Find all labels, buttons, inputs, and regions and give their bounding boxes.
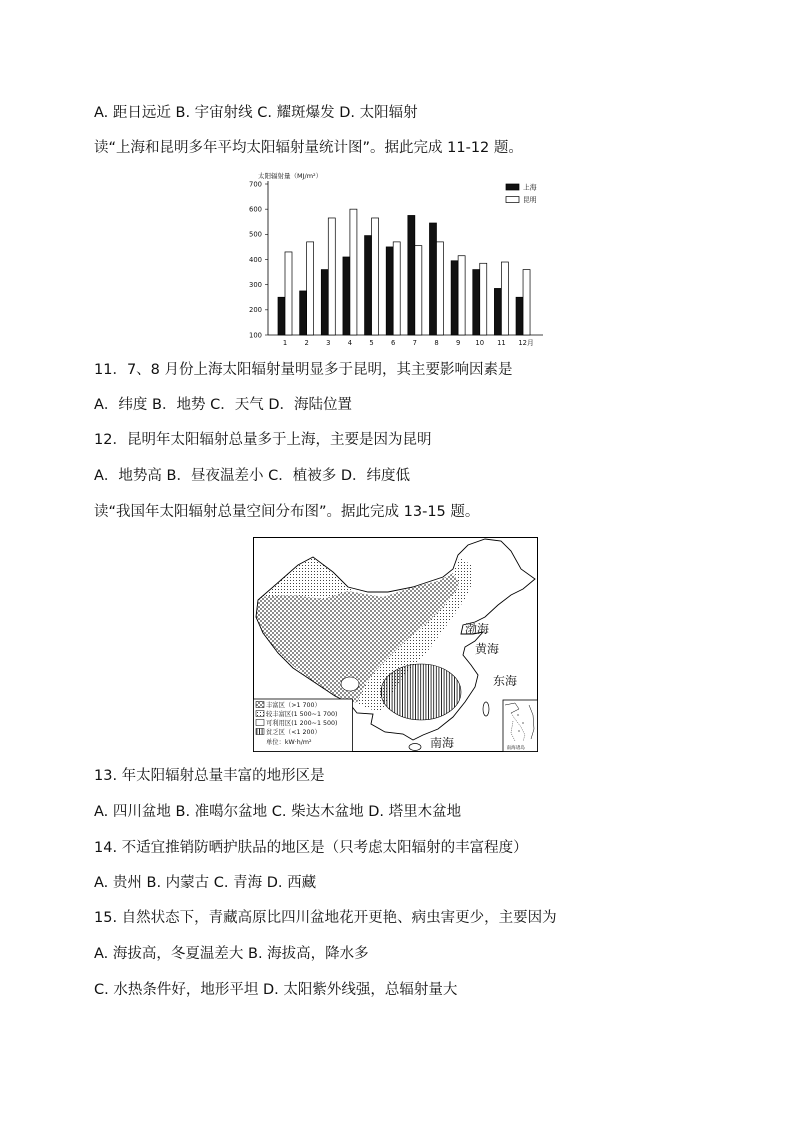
intro-11-12: 读“上海和昆明多年平均太阳辐射量统计图”。据此完成 11-12 题。 [94, 140, 523, 156]
bar-kunming-1 [285, 252, 292, 335]
radiation-bar-chart [240, 168, 550, 353]
bar-shanghai-2 [300, 291, 307, 335]
legend-unit: 单位：kW·h/m² [266, 739, 312, 746]
x-tick-label: 10 [475, 339, 485, 347]
legend-label-rich: 丰富区（>1 700） [266, 702, 321, 709]
taiwan-island [483, 702, 489, 716]
sea-label-huanghai: 黄海 [475, 642, 500, 656]
question-11: 11．7、8 月份上海太阳辐射量明显多于昆明，其主要影响因素是 [94, 362, 513, 378]
y-tick-label: 300 [249, 281, 262, 290]
q10-options: A. 距日远近 B. 宇宙射线 C. 耀斑爆发 D. 太阳辐射 [94, 105, 418, 121]
legend-label-shanghai: 上海 [523, 183, 537, 192]
bar-kunming-11 [501, 262, 508, 335]
y-tick-label: 600 [249, 205, 262, 214]
question-15-options-ab: A. 海拔高，冬夏温差大 B. 海拔高，降水多 [94, 946, 369, 962]
bar-shanghai-12 [516, 297, 523, 335]
y-tick-label: 100 [249, 331, 262, 340]
y-axis-label: 太阳辐射量（MJ/m²） [258, 172, 323, 180]
region-poor-sichuan [381, 664, 461, 720]
bar-shanghai-7 [408, 215, 415, 335]
sea-label-bohai: 渤海 [465, 622, 490, 636]
bar-shanghai-9 [451, 261, 458, 335]
bar-kunming-4 [350, 209, 357, 335]
south-china-sea-inset [503, 700, 538, 752]
question-12-options: A．地势高 B．昼夜温差小 C．植被多 D．纬度低 [94, 468, 410, 484]
bar-kunming-7 [415, 246, 422, 335]
x-tick-label: 9 [455, 339, 461, 347]
legend-swatch-rich [256, 702, 264, 708]
y-tick-label: 500 [249, 230, 262, 239]
legend-swatch-fairly-rich [256, 711, 264, 717]
bar-shanghai-1 [278, 297, 285, 335]
question-15-options-cd: C. 水热条件好，地形平坦 D. 太阳紫外线强，总辐射量大 [94, 982, 458, 998]
bar-shanghai-8 [429, 223, 436, 335]
legend-label-usable: 可利用区(1 200~1 500) [266, 720, 338, 727]
question-13-options: A. 四川盆地 B. 准噶尔盆地 C. 柴达木盆地 D. 塔里木盆地 [94, 804, 462, 820]
x-tick-label: 6 [391, 339, 396, 347]
question-12: 12．昆明年太阳辐射总量多于上海，主要是因为昆明 [94, 432, 432, 448]
map-legend [254, 699, 353, 752]
y-tick-label: 400 [249, 255, 262, 264]
bar-kunming-3 [328, 218, 335, 335]
question-14: 14. 不适宜推销防晒护肤品的地区是（只考虑太阳辐射的丰富程度） [94, 840, 528, 856]
inset-caption: 南海诸岛 [506, 746, 525, 751]
legend-label-poor: 贫乏区（<1 200） [266, 729, 321, 736]
bar-shanghai-6 [386, 247, 393, 335]
bar-kunming-2 [307, 242, 314, 335]
bar-kunming-9 [458, 256, 465, 335]
question-15: 15. 自然状态下，青藏高原比四川盆地花开更艳、病虫害更少，主要因为 [94, 910, 557, 926]
x-tick-label: 2 [304, 339, 309, 347]
hainan-island [409, 744, 421, 751]
y-tick-label: 700 [249, 180, 262, 189]
china-radiation-map [253, 537, 538, 752]
bar-kunming-10 [480, 263, 487, 335]
y-tick-label: 200 [249, 306, 262, 315]
bar-kunming-12 [523, 270, 530, 335]
sea-label-donghai: 东海 [493, 674, 518, 688]
bar-kunming-6 [393, 242, 400, 335]
x-tick-label: 1 [282, 339, 288, 347]
x-tick-label: 3 [326, 339, 331, 347]
x-tick-label: 5 [369, 339, 374, 347]
bar-shanghai-3 [321, 270, 328, 335]
x-tick-label: 11 [497, 339, 506, 347]
bar-shanghai-5 [365, 236, 372, 335]
region-usable-pocket [341, 677, 359, 691]
intro-13-15: 读“我国年太阳辐射总量空间分布图”。据此完成 13-15 题。 [94, 504, 480, 520]
legend-swatch-kunming [506, 197, 519, 203]
question-13: 13. 年太阳辐射总量丰富的地形区是 [94, 768, 325, 784]
x-tick-label: 4 [347, 339, 353, 347]
bar-shanghai-10 [473, 270, 480, 335]
legend-label-kunming: 昆明 [523, 196, 537, 204]
legend-label-fairly-rich: 较丰富区(1 500~1 700) [266, 711, 338, 718]
x-tick-label: 7 [412, 339, 418, 347]
bar-kunming-5 [372, 218, 379, 335]
legend-swatch-usable [256, 720, 264, 726]
sea-label-nanhai: 南海 [430, 736, 455, 750]
legend-swatch-shanghai [506, 184, 519, 190]
question-14-options: A. 贵州 B. 内蒙古 C. 青海 D. 西藏 [94, 875, 317, 891]
bar-shanghai-4 [343, 257, 350, 335]
x-tick-label: 8 [434, 339, 439, 347]
bar-shanghai-11 [494, 288, 501, 335]
legend-swatch-poor [256, 729, 264, 735]
bar-kunming-8 [436, 242, 443, 335]
x-tick-label: 12月 [518, 339, 534, 347]
question-11-options: A．纬度 B．地势 C．天气 D．海陆位置 [94, 397, 352, 413]
